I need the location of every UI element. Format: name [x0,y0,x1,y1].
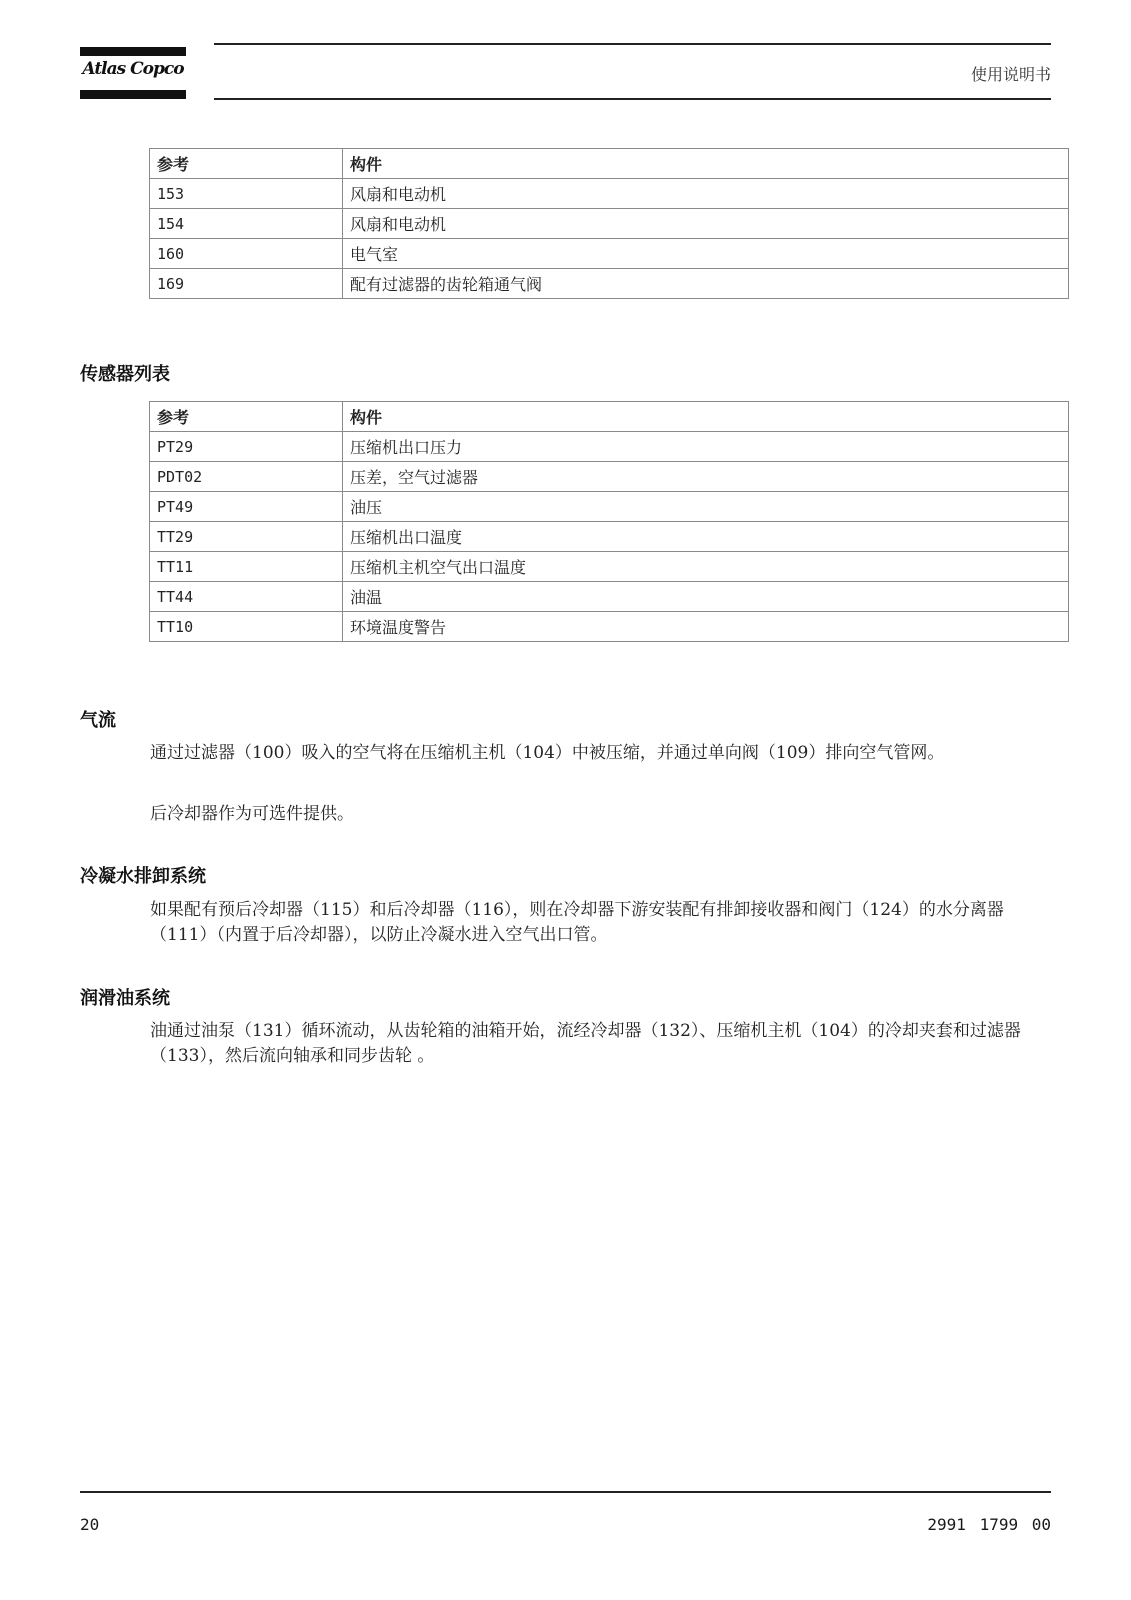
component-cell: 压缩机出口温度 [343,522,1069,552]
component-table [149,148,1069,299]
section-title-condensate: 冷凝水排卸系统 [80,866,206,887]
logo-text: Atlas Copco [82,59,184,79]
table-row [150,522,1069,552]
ref-cell: 153 [150,179,343,209]
table-row [150,462,1069,492]
table-header-row [150,402,1069,432]
ref-cell: 169 [150,269,343,299]
ref-cell: 160 [150,239,343,269]
component-cell: 电气室 [343,239,1069,269]
column-header-component: 构件 [343,402,1069,432]
footer-rule [80,1491,1051,1493]
atlas-copco-logo [80,47,186,99]
section-title-airflow: 气流 [80,710,116,731]
aftercooler-note: 后冷却器作为可选件提供。 [150,804,354,824]
ref-cell: TT44 [150,582,343,612]
table-row [150,269,1069,299]
table-row [150,582,1069,612]
page-number: 20 [80,1515,100,1534]
condensate-paragraph: 如果配有预后冷却器（115）和后冷却器（116），则在冷却器下游安装配有排卸接收器和阀门（124）的水分离器（111）（内置于后冷却器），以防止冷凝水进入空气出口管。 [150,900,1004,945]
logo-bottom-bar [80,90,186,99]
table-row [150,612,1069,642]
component-cell: 风扇和电动机 [343,179,1069,209]
component-cell: 压差，空气过滤器 [343,462,1069,492]
column-header-component: 构件 [343,149,1069,179]
component-cell: 油压 [343,492,1069,522]
document-type-title: 使用说明书 [970,65,1051,84]
ref-cell: TT29 [150,522,343,552]
table-row [150,432,1069,462]
ref-cell: TT10 [150,612,343,642]
logo-top-bar [80,47,186,56]
column-header-ref: 参考 [150,149,343,179]
ref-cell: PT29 [150,432,343,462]
column-header-ref: 参考 [150,402,343,432]
table-row [150,179,1069,209]
component-cell: 压缩机主机空气出口温度 [343,552,1069,582]
table-row [150,239,1069,269]
ref-cell: PDT02 [150,462,343,492]
component-cell: 配有过滤器的齿轮箱通气阀 [343,269,1069,299]
header-rule-bottom [214,98,1051,100]
component-cell: 风扇和电动机 [343,209,1069,239]
header-rule-top [214,43,1051,45]
section-title-oil-system: 润滑油系统 [80,988,170,1009]
section-title-sensors: 传感器列表 [80,364,170,385]
component-cell: 环境温度警告 [343,612,1069,642]
table-row [150,492,1069,522]
component-cell: 油温 [343,582,1069,612]
table-row [150,552,1069,582]
oil-system-paragraph: 油通过油泵（131）循环流动，从齿轮箱的油箱开始，流经冷却器（132）、压缩机主机（104）的冷却夹套和过滤器（133），然后流向轴承和同步齿轮 。 [150,1021,1021,1066]
sensor-table [149,401,1069,642]
table-header-row [150,149,1069,179]
airflow-paragraph: 通过过滤器（100）吸入的空气将在压缩机主机（104）中被压缩，并通过单向阀（109）排向空气管网。 [150,743,945,763]
ref-cell: 154 [150,209,343,239]
ref-cell: PT49 [150,492,343,522]
ref-cell: TT11 [150,552,343,582]
component-cell: 压缩机出口压力 [343,432,1069,462]
document-number: 2991 1799 00 [927,1515,1051,1534]
table-row [150,209,1069,239]
